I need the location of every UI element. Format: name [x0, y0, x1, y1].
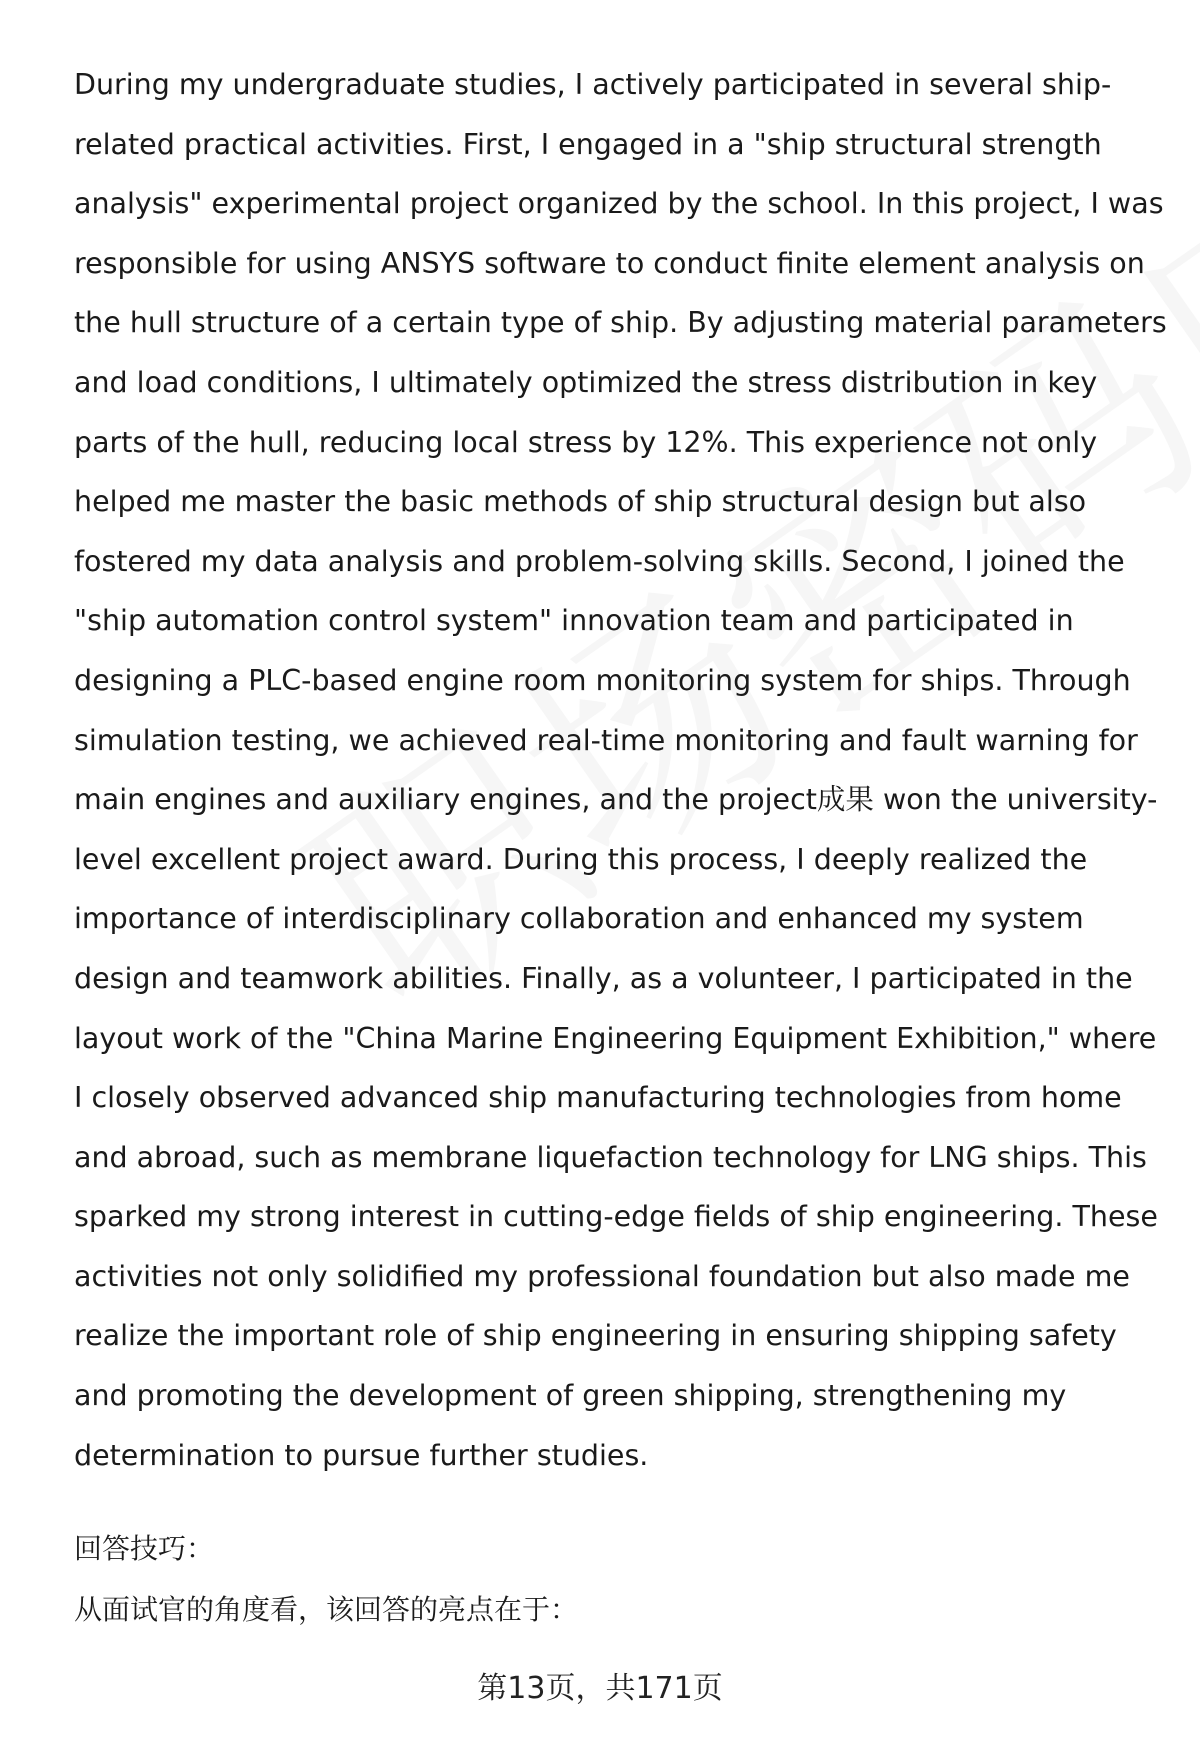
paragraph-line: designing a PLC-based engine room monitoring system for ships. Through — [74, 663, 1131, 697]
paragraph-line: helped me master the basic methods of ship structural design but also — [74, 485, 1087, 519]
paragraph-line: importance of interdisciplinary collaboration and enhanced my system — [74, 902, 1084, 936]
answer-tips-section — [74, 1518, 1124, 1640]
paragraph-line: sparked my strong interest in cutting-edge fields of ship engineering. These — [74, 1200, 1158, 1234]
answer-paragraph — [74, 55, 1167, 1485]
paragraph-line: determination to pursue further studies. — [74, 1438, 649, 1472]
paragraph-line: main engines and auxiliary engines, and the project成果 won the university- — [74, 783, 1158, 817]
tips-heading: 回答技巧： — [74, 1532, 215, 1565]
paragraph-line: and promoting the development of green shipping, strengthening my — [74, 1379, 1067, 1413]
paragraph-line: and load conditions, I ultimately optimized the stress distribution in key — [74, 365, 1098, 399]
paragraph-line: simulation testing, we achieved real-time monitoring and fault warning for — [74, 723, 1138, 757]
paragraph-line: responsible for using ANSYS software to conduct finite element analysis on — [74, 246, 1145, 280]
paragraph-line: realize the important role of ship engineering in ensuring shipping safety — [74, 1319, 1117, 1353]
paragraph-line: During my undergraduate studies, I actively participated in several ship- — [74, 68, 1112, 101]
paragraph-line: "ship automation control system" innovation team and participated in — [74, 604, 1074, 638]
paragraph-line: layout work of the "China Marine Engineering Equipment Exhibition," where — [74, 1021, 1157, 1055]
paragraph-line: I closely observed advanced ship manufacturing technologies from home — [74, 1081, 1122, 1115]
paragraph-line: fostered my data analysis and problem-solving skills. Second, I joined the — [74, 544, 1125, 578]
paragraph-line: level excellent project award. During this process, I deeply realized the — [74, 842, 1088, 876]
paragraph-line: analysis" experimental project organized by the school. In this project, I was — [74, 187, 1164, 221]
paragraph-line: activities not only solidified my professional foundation but also made me — [74, 1259, 1130, 1293]
paragraph-line: the hull structure of a certain type of ship. By adjusting material parameters — [74, 306, 1167, 340]
page-number: 第13页，共171页 — [477, 1671, 723, 1706]
paragraph-line: parts of the hull, reducing local stress by 12%. This experience not only — [74, 425, 1098, 459]
tips-intro: 从面试官的角度看，该回答的亮点在于： — [74, 1593, 579, 1626]
paragraph-line: design and teamwork abilities. Finally, as a volunteer, I participated in the — [74, 961, 1133, 995]
paragraph-line: and abroad, such as membrane liquefaction technology for LNG ships. This — [74, 1140, 1147, 1174]
paragraph-line: related practical activities. First, I engaged in a "ship structural strength — [74, 127, 1102, 161]
